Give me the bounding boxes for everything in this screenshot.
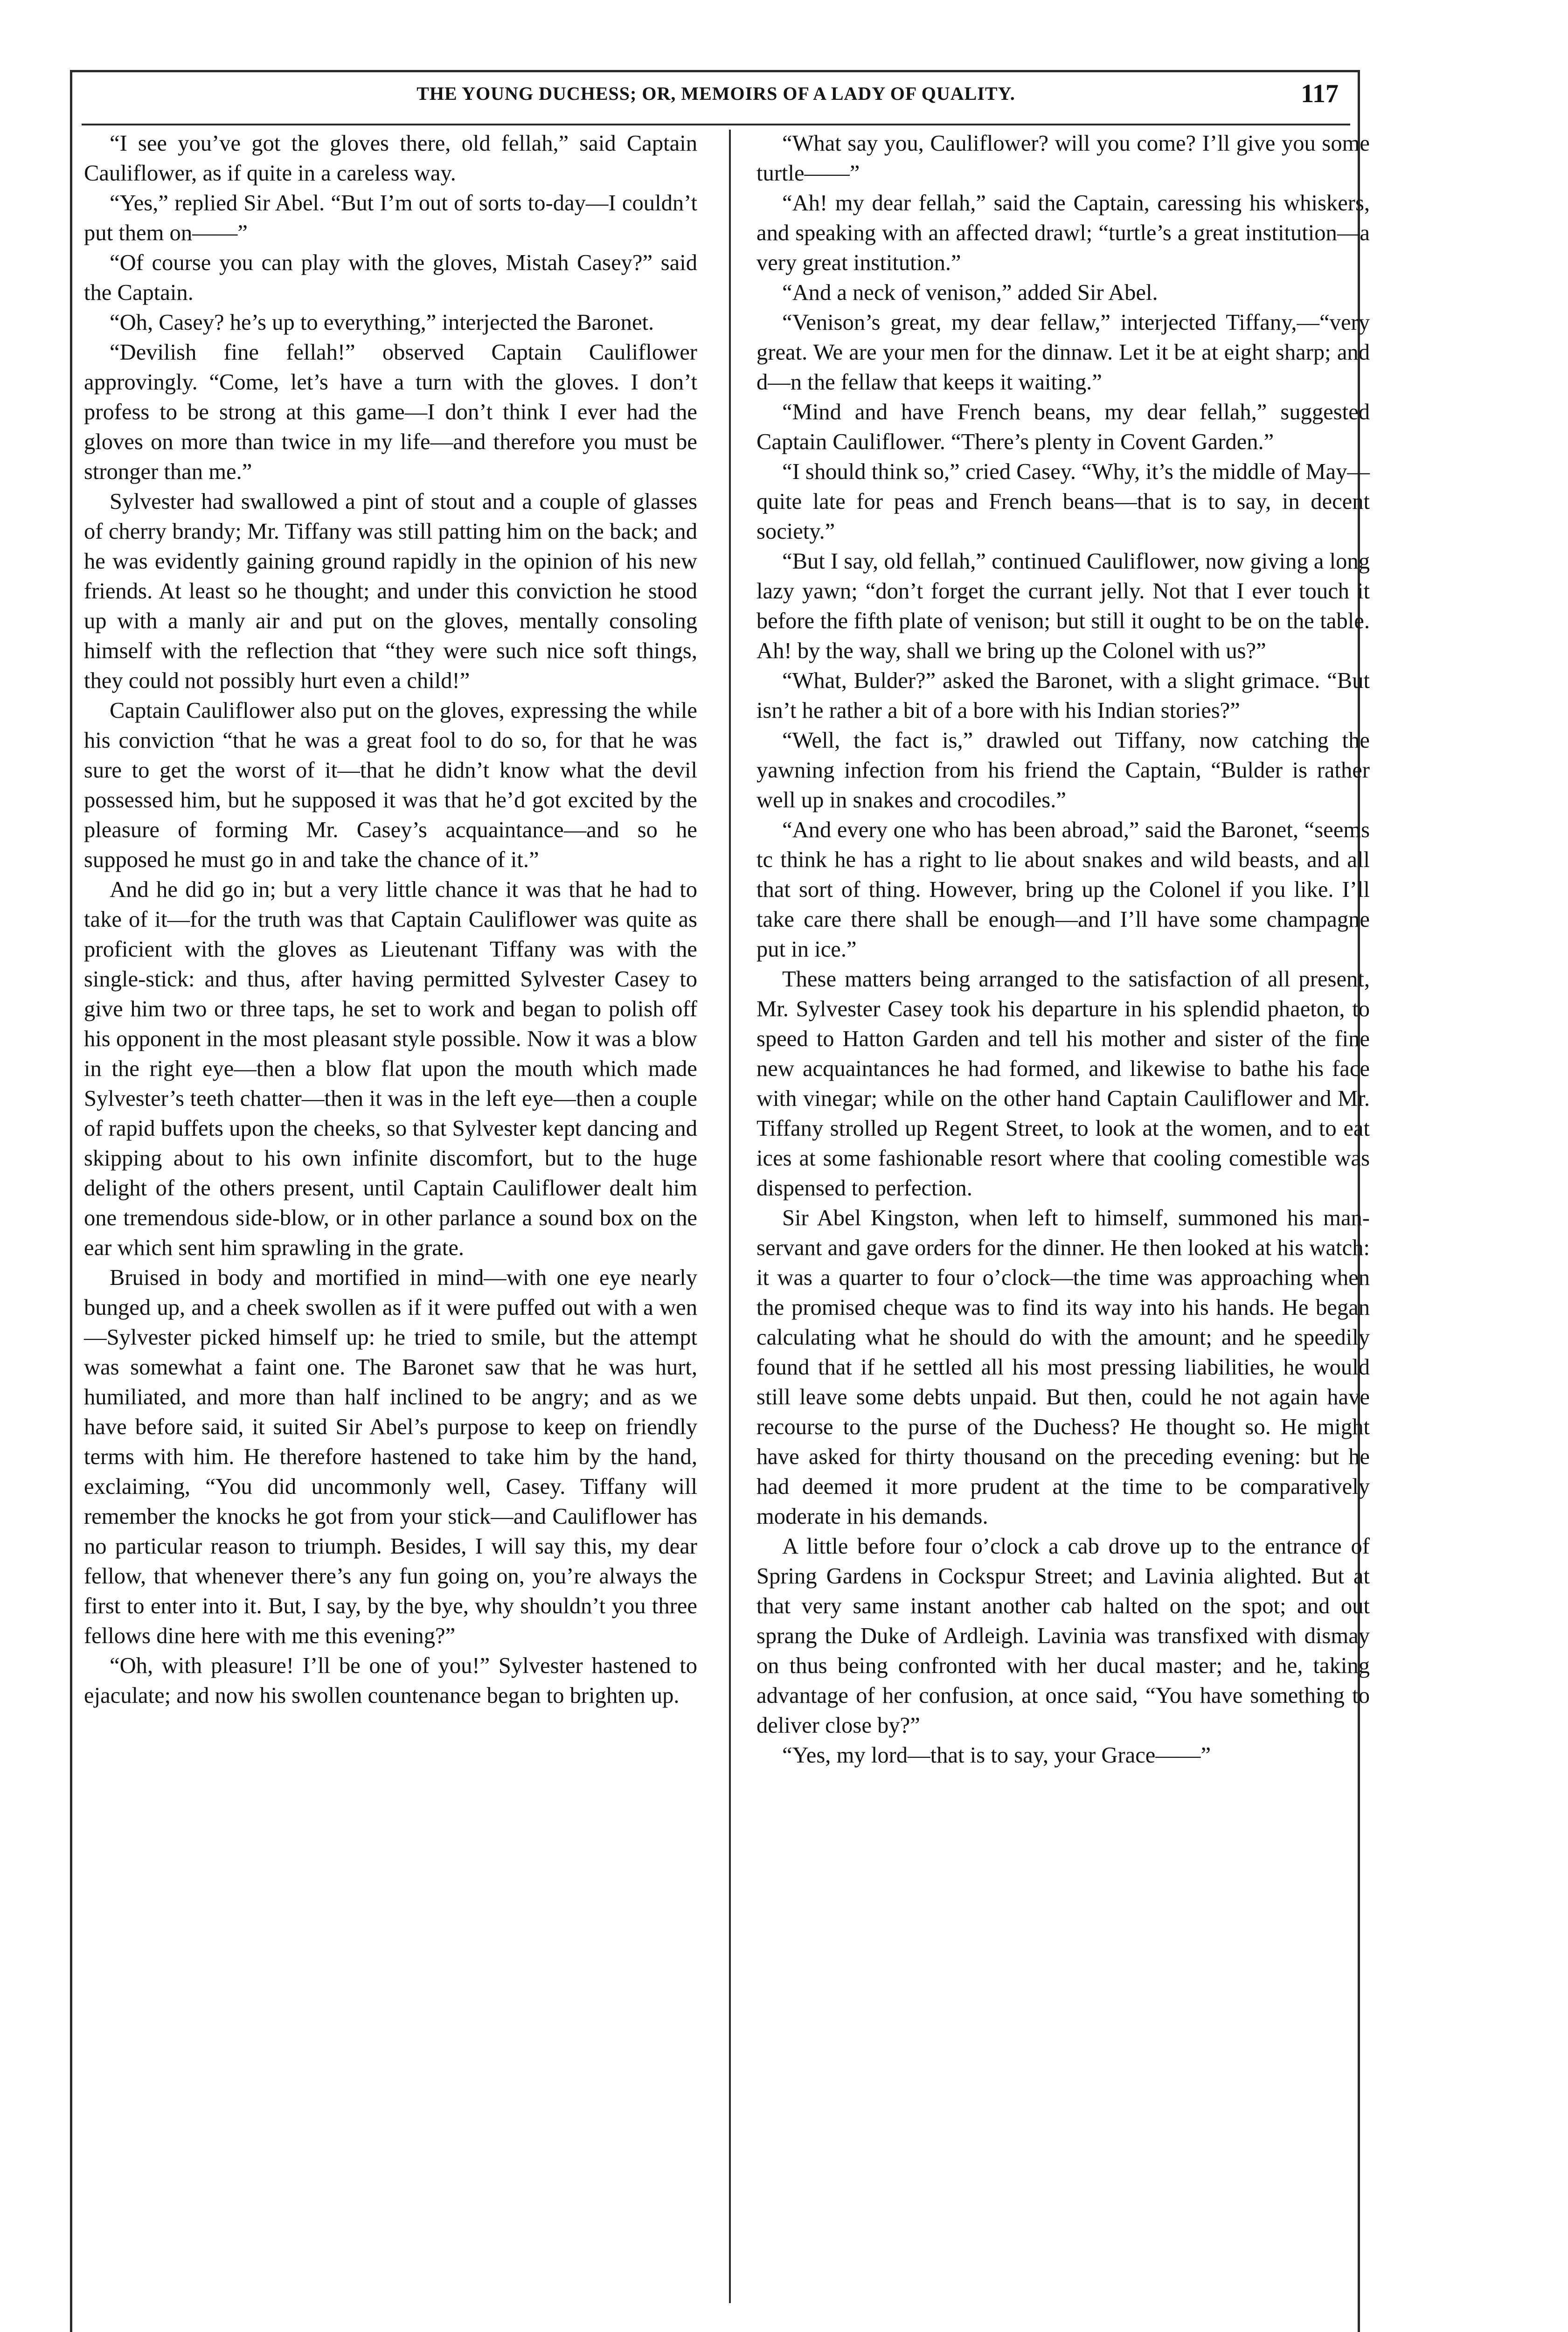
paragraph: “But I say, old fellah,” continued Cauliflower, now giving a long lazy yawn; “don’t forget the currant jelly. Not that I ever touch it before the fifth plate of venison; but still it ought to be on the table. Ah! by the way, shall we bring up the Colonel with us?” — [756, 548, 1370, 663]
paragraph: And he did go in; but a very little chance it was that he had to take of it—for the truth was that Captain Cauliflower was quite as proficient with the gloves as Lieutenant Tiffany was with the single-stick: and thus, after having permitted Sylvester Casey to give him two or three taps, he set to work and began to polish off his opponent in the most pleasant style possible. Now it was a blow in the right eye—then a blow flat upon the mouth which made Sylvester’s teeth chatter—then it was in the left eye—then a couple of rapid buffets upon the cheeks, so that Sylvester kept dancing and skipping about to his own infinite discomfort, but to the huge delight of the others present, until Captain Cauliflower dealt him one tremendous side-blow, or in other parlance a sound box on the ear which sent him sprawling in the grate. — [84, 877, 697, 1260]
paragraph: “Devilish fine fellah!” observed Captain Cauliflower approvingly. “Come, let’s have a turn with the gloves. I don’t profess to be strong at this game—I don’t think I ever had the gloves on more than twice in my life—and therefore you must be stronger than me.” — [84, 340, 697, 484]
page-number: 117 — [1301, 79, 1339, 108]
paragraph: “Yes, my lord—that is to say, your Grace——” — [782, 1742, 1211, 1768]
paragraph: “Oh, Casey? he’s up to everything,” interjected the Baronet. — [110, 310, 654, 335]
paragraph: “I see you’ve got the gloves there, old fellah,” said Captain Cauliflower, as if quite in a careless way. — [84, 131, 697, 186]
column-divider — [729, 130, 731, 2303]
paragraph: Sylvester had swallowed a pint of stout and a couple of glasses of cherry brandy; Mr. Tiffany was still patting him on the back; and he was evidently gaining ground rapidly in the opinion of his new friends. At least so he thought; and under this conviction he stood up with a manly air and put on the gloves, mentally consoling himself with the reflection that “they were such nice soft things, they could not possibly hurt even a child!” — [84, 489, 697, 693]
paragraph: “I should think so,” cried Casey. “Why, it’s the middle of May—quite late for peas and French beans—that is to say, in decent society.” — [756, 459, 1370, 544]
paragraph: Sir Abel Kingston, when left to himself, summoned his man-servant and gave orders for the dinner. He then looked at his watch: it was a quarter to four o’clock—the time was approaching when the promised cheque was to find its way into his hands. He began calculating what he should do with the amount; and he speedily found that if he settled all his most pressing liabilities, he would still leave some debts unpaid. But then, could he not again have recourse to the purse of the Duchess? He thought so. He might have asked for thirty thousand on the preceding evening: but he had deemed it more prudent at the time to be comparatively moderate in his demands. — [756, 1205, 1370, 1529]
paragraph: “Mind and have French beans, my dear fellah,” suggested Captain Cauliflower. “There’s plenty in Covent Garden.” — [756, 399, 1370, 454]
paragraph: These matters being arranged to the satisfaction of all present, Mr. Sylvester Casey took his departure in his splendid phaeton, to speed to Hatton Garden and tell his mother and sister of the fine new acquaintances he had formed, and likewise to bathe his face with vinegar; while on the other hand Captain Cauliflower and Mr. Tiffany strolled up Regent Street, to look at the women, and to eat ices at some fashionable resort where that cooling comestible was dispensed to perfection. — [756, 966, 1370, 1201]
paragraph: “What say you, Cauliflower? will you come? I’ll give you some turtle——” — [756, 131, 1370, 186]
running-title: THE YOUNG DUCHESS; OR, MEMOIRS OF A LADY OF QUALITY. — [416, 83, 1015, 104]
paragraph: Bruised in body and mortified in mind—with one eye nearly bunged up, and a cheek swollen as if it were puffed out with a wen—Sylvester picked himself up: he tried to smile, but the attempt was somewhat a faint one. The Baronet saw that he was hurt, humiliated, and more than half inclined to be angry; and as we have before said, it suited Sir Abel’s purpose to keep on friendly terms with him. He therefore hastened to take him by the hand, exclaiming, “You did uncommonly well, Casey. Tiffany will remember the knocks he got from your stick—and Cauliflower has no particular reason to triumph. Besides, I will say this, my dear fellow, that whenever there’s any fun going on, you’re always the first to enter into it. But, I say, by the bye, why shouldn’t you three fellows dine here with me this evening?” — [84, 1265, 697, 1648]
left-column — [84, 128, 697, 1710]
right-column — [756, 128, 1370, 1770]
paragraph: “What, Bulder?” asked the Baronet, with a slight grimace. “But isn’t he rather a bit of a bore with his Indian stories?” — [756, 668, 1370, 723]
paragraph: “Ah! my dear fellah,” said the Captain, caressing his whiskers, and speaking with an affected drawl; “turtle’s a great institution—a very great institution.” — [756, 190, 1370, 275]
paragraph: “Venison’s great, my dear fellaw,” interjected Tiffany,—“very great. We are your men for the dinnaw. Let it be at eight sharp; and d—n the fellaw that keeps it waiting.” — [756, 310, 1370, 395]
paragraph: “And every one who has been abroad,” said the Baronet, “seems tc think he has a right to lie about snakes and wild beasts, and all that sort of thing. However, bring up the Colonel if you like. I’ll take care there shall be enough—and I’ll have some champagne put in ice.” — [756, 817, 1370, 962]
running-header — [82, 77, 1350, 125]
paragraph: Captain Cauliflower also put on the gloves, expressing the while his conviction “that he was a great fool to do so, for that he was sure to get the worst of it—that he didn’t know what the devil possessed him, but he supposed it was that he’d got excited by the pleasure of forming Mr. Casey’s acquaintance—and so he supposed he must go in and take the chance of it.” — [84, 698, 697, 872]
paragraph: “And a neck of venison,” added Sir Abel. — [782, 280, 1158, 305]
paragraph: A little before four o’clock a cab drove up to the entrance of Spring Gardens in Cockspur Street; and Lavinia alighted. But at that very same instant another cab halted on the spot; and out sprang the Duke of Ardleigh. Lavinia was transfixed with dismay on thus being confronted with her ducal master; and he, taking advantage of her confusion, at once said, “You have something to deliver close by?” — [756, 1534, 1370, 1738]
paragraph: “Well, the fact is,” drawled out Tiffany, now catching the yawning infection from his friend the Captain, “Bulder is rather well up in snakes and crocodiles.” — [756, 728, 1370, 812]
paragraph: “Yes,” replied Sir Abel. “But I’m out of sorts to-day—I couldn’t put them on——” — [84, 190, 697, 245]
paragraph: “Of course you can play with the gloves, Mistah Casey?” said the Captain. — [84, 250, 697, 305]
paragraph: “Oh, with pleasure! I’ll be one of you!” Sylvester hastened to ejaculate; and now his swollen countenance began to brighten up. — [84, 1653, 697, 1708]
